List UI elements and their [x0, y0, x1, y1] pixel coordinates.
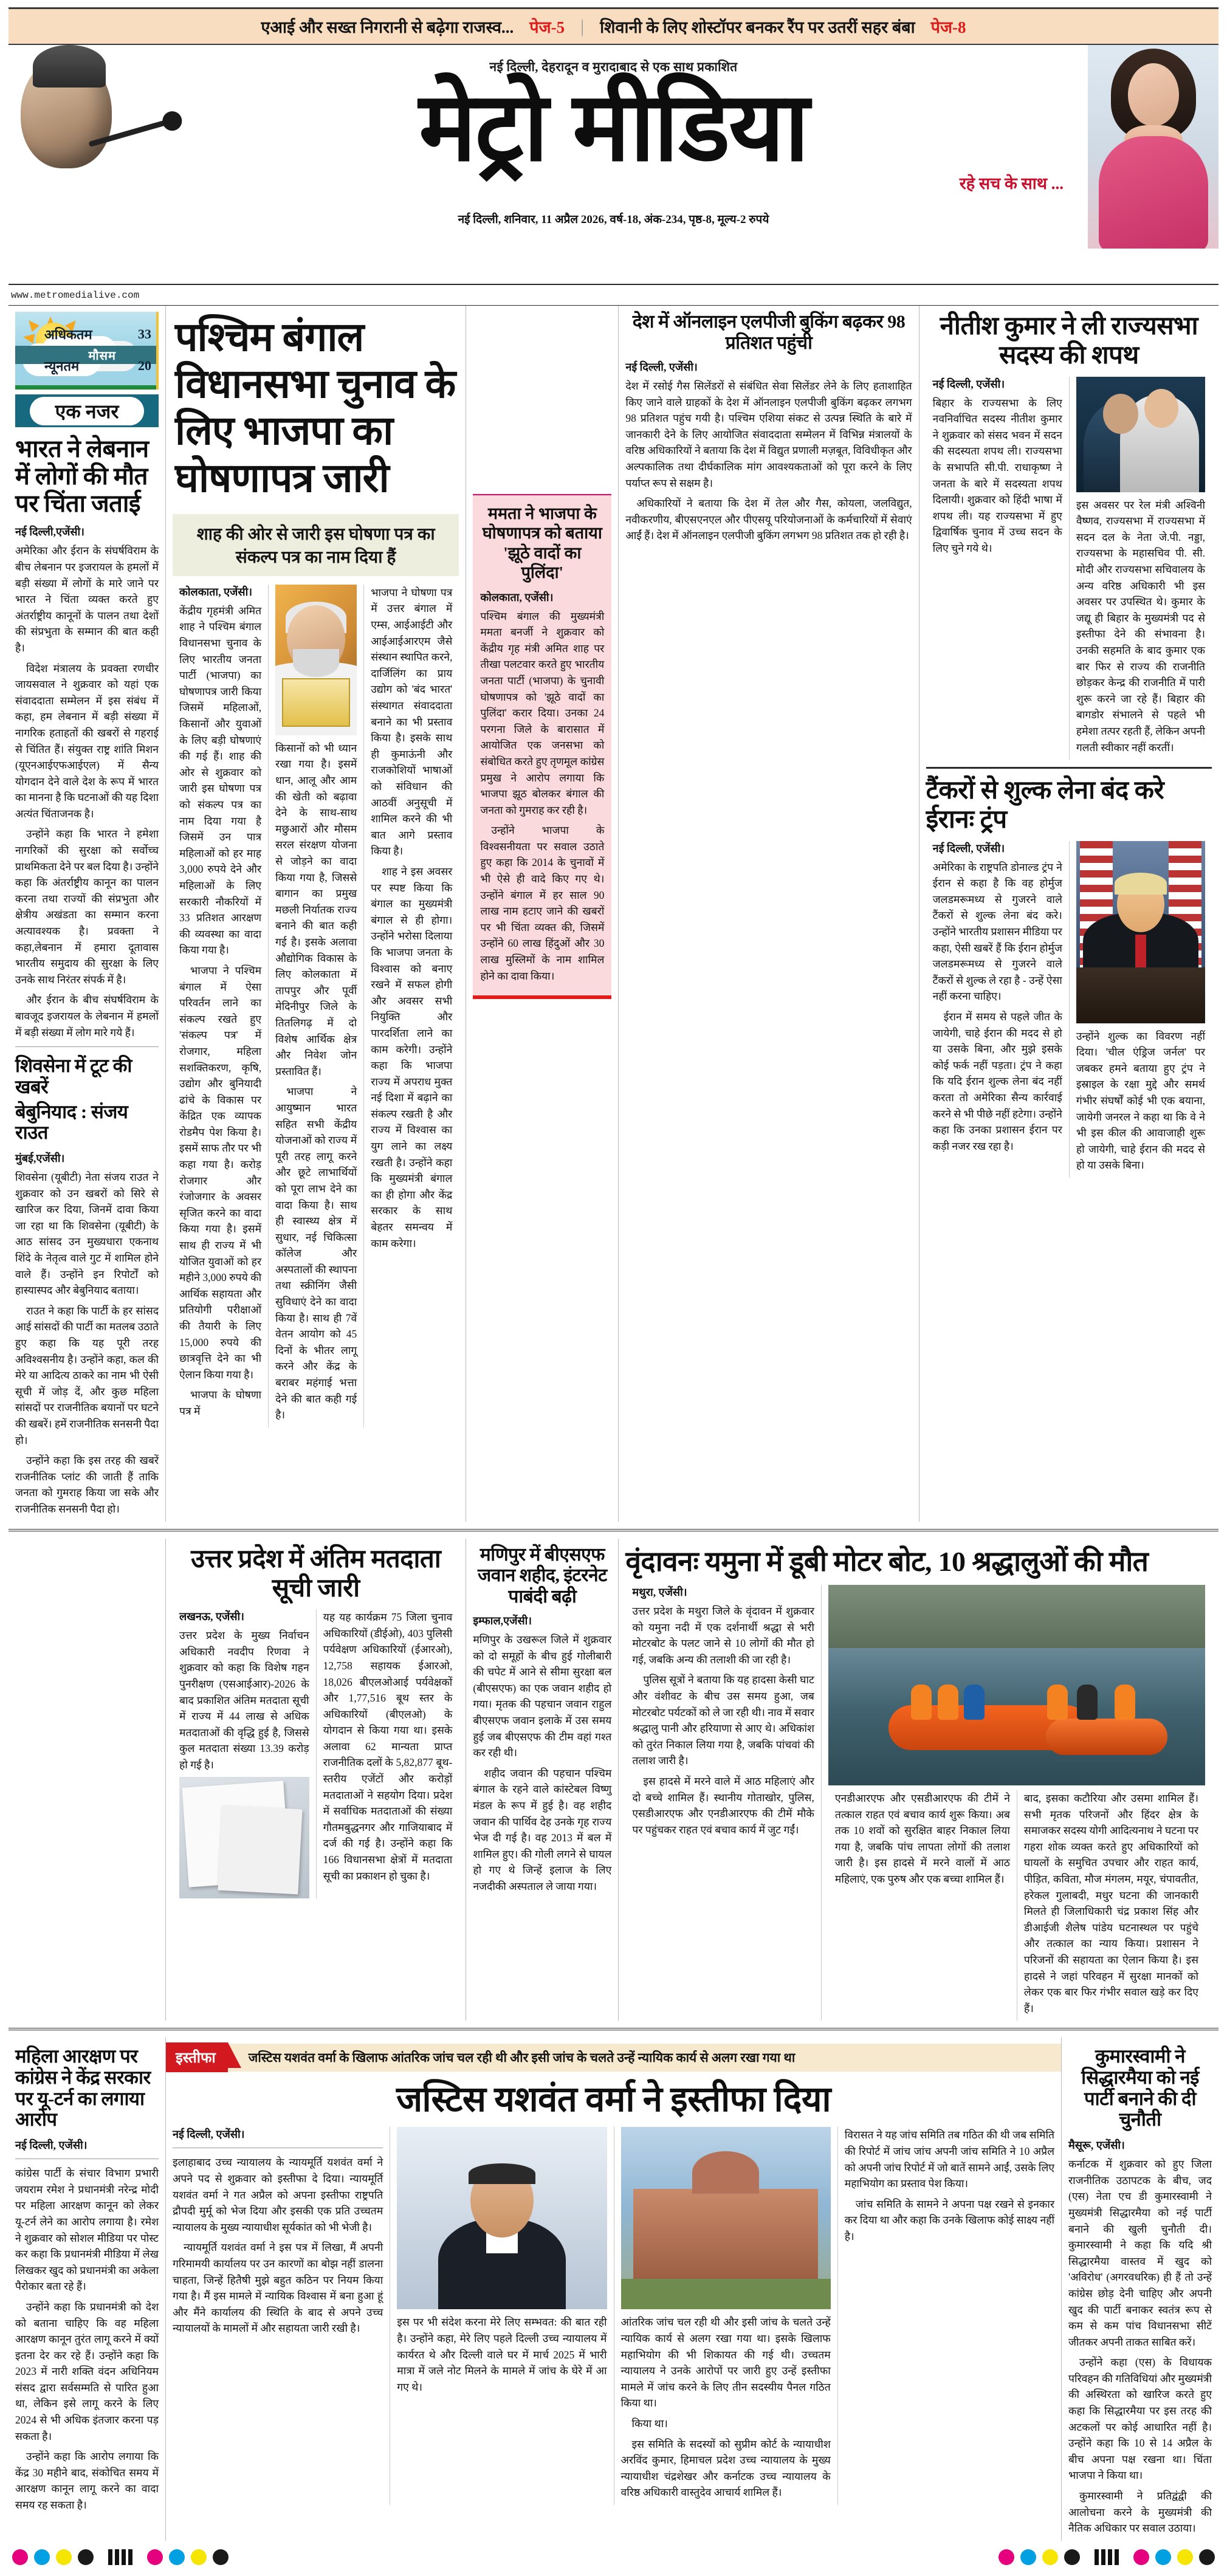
promo-right-text: शिवानी के लिए शोस्टॉपर बनकर रैंप पर उतरीं सहर बंबा: [600, 18, 915, 36]
manipur-headline[interactable]: मणिपुर में बीएसएफ जवान शहीद, इंटरनेट पाबंदी बढ़ी: [477, 1544, 607, 1607]
trump-press-conference-photo: [1076, 841, 1205, 1023]
lead-subheadline: शाह की ओर से जारी इस घोषणा पत्र का संकल्प पत्र का नाम दिया हैं: [173, 514, 459, 576]
divider: [15, 1046, 159, 1047]
lpg-byline: नई दिल्ली, एजेंसी।: [625, 361, 698, 373]
manipur-byline: इम्फाल,एजेंसी।: [473, 1615, 532, 1627]
color-dot: [998, 2549, 1014, 2565]
shivsena-headline[interactable]: शिवसेना में टूट की खबरें: [15, 1055, 132, 1097]
up-voter-story: [166, 1539, 466, 2021]
mahila-para-2: उन्होंने कहा कि प्रधानमंत्री को देश को बताना चाहिए कि वह महिला आरक्षण कानून तुरंत लागू करने में क्यों इतना देर कर रहे हैं। उन्होंने कहा कि 2023 में नारी शक्ति वंदन अधिनियम संसद द्वारा सर्वसम्मति से पारित हुआ था, लेकिन इसे लागू करने के लिए 2024 से भी अधिक इंतजार करना पड़ सकता है।: [15, 2300, 159, 2442]
divider: [926, 767, 1212, 769]
masthead: [9, 45, 1218, 285]
lead-headline[interactable]: पश्चिम बंगाल विधानसभा चुनाव के लिए भाजपा का घोषणापत्र जारी: [175, 315, 456, 501]
top-promo-bar: [9, 7, 1218, 45]
estifa-tag-label: इस्तीफा: [166, 2042, 228, 2072]
estifa-section: [166, 2038, 1061, 2541]
boat-rescue-photo: [828, 1585, 1205, 1785]
vrindavan-para-3: इस हादसे में मरने वाले में आठ महिलाएं और दो बच्चे शामिल हैं। स्थानीय गोताखोर, पुलिस, एसडीआरएफ और एनडीआरएफ की टीमें मौके पर पहुंचकर राहत एवं बचाव कार्य में जुट गईं।: [632, 1774, 814, 1836]
color-dot: [1199, 2549, 1215, 2565]
weather-min-value: 20: [138, 358, 151, 373]
masthead-tagline: रहे सच के साथ ...: [959, 174, 1064, 193]
section-divider: [9, 2028, 1218, 2030]
masthead-subline: नई दिल्ली, देहरादून व मुरादाबाद से एक साथ प्रकाशित: [489, 60, 738, 74]
mamata-para-1: पश्चिम बंगाल की मुख्यमंत्री ममता बनर्जी ने शुक्रवार को केंद्रीय गृह मंत्री अमित शाह पर तीखा पलटवार करते हुए भारतीय जनता पार्टी (भाजपा) के चुनावी घोषणापत्र को 'झूठे वादों का पुलिंदा' करार दिया। उनका 24 परगना जिले के बारासात में आयोजित एक जनसभा को संबोधित करते हुए तृणमूल कांग्रेस प्रमुख ने आरोप लगाया कि भाजपा झूठ बोलकर बंगाल की जनता को गुमराह कर रही है।: [480, 610, 605, 816]
estifa-columns: [166, 2127, 1061, 2505]
color-dot: [1042, 2549, 1058, 2565]
vrindavan-byline: मथुरा, एजेंसी।: [632, 1585, 687, 1598]
justice-verma-portrait-photo: [397, 2127, 607, 2309]
section-divider: [9, 1529, 1218, 1531]
lead-col-1: [173, 585, 268, 1427]
lebanon-byline: नई दिल्ली,एजेंसी।: [15, 526, 84, 538]
registration-bars: [1095, 2549, 1119, 2565]
color-dot: [78, 2549, 94, 2565]
lead-col-3: [363, 585, 459, 1427]
mahila-para-3: उन्होंने कहा कि आरोप लगाया कि केंद्र 30 महीने बाद, संकोचित समय में आरक्षण कानून लागू करने का वादा समय रह सकता है।: [15, 2450, 159, 2512]
color-dot: [34, 2549, 50, 2565]
nitish-oath-photo: [1076, 377, 1205, 492]
color-dot: [191, 2549, 207, 2565]
lebanon-para-1: अमेरिका और ईरान के संघर्षविराम के बीच लेबनान पर इजरायल के हमलों में बड़ी संख्या में लोगों के मारे जाने पर भारत ने चिंता व्यक्त करते हुए अंतर्राष्ट्रीय कानूनों के पालन तथा देशों की संप्रभुता के सम्मान की बात कही है।: [15, 544, 159, 654]
ek-nazar-label: एक नजर: [30, 397, 145, 425]
nitish-col-1: [926, 377, 1069, 760]
vrindavan-para-2: पुलिस सूत्रों ने बताया कि यह हादसा केसी घाट और वंशीवट के बीच उस समय हुआ, जब मोटरबोट पर्यटकों को ले जा रही थी। नाव में सवार श्रद्धालु पानी और हरियाणा से आए थे। अधिकांश को तुरंत निकाल लिया गया है, जबकि पांचवां की तलाश जारी है।: [632, 1674, 814, 1767]
up-voter-col-1: [173, 1609, 316, 1898]
nitish-para-2: इस अवसर पर रेल मंत्री अश्विनी वैष्णव, राज्यसभा में राज्यसभा में सदन दल के नेता जे.पी. नड्डा, राज्यसभा के महासचिव पी. सी. मोदी और राज्यसभा सचिवालय के अन्य वरिष्ठ अधिकारी भी इस अवसर पर उपस्थित थे। कुमार के जद्यू ही बिहार के मुख्यमंत्री पद से इस्तीफा देने की संभावना है। उनकी सहमति के बाद कुमार एक बार फिर से राज्य की राजनीति छोड़कर केन्द्र की राजनीति में पारी शुरू करने जा रहे हैं। बिहार की बागडोर संभालने से पहले भी हमेशा तत्पर रहती हैं, लेकिन अपनी गलती स्वीकार नहीं करतीं।: [1076, 498, 1205, 754]
mahila-headline[interactable]: महिला आरक्षण पर कांग्रेस ने केंद्र सरकार पर यू-टर्न का लगाया आरोप: [15, 2045, 151, 2131]
nitish-body-columns: [926, 377, 1212, 760]
manipur-story: [466, 1539, 618, 2021]
mahila-para-1: कांग्रेस पार्टी के संचार विभाग प्रभारी जयराम रमेश ने प्रधानमंत्री नरेन्द्र मोदी पर महिला आरक्षण कानून को लेकर यू-टर्न लेने का आरोप लगाया है। रमेश ने शुक्रवार को सोशल मीडिया पर पोस्ट कर कहा कि प्रधानमंत्री मीडिया में लेख लिखकर खुद को प्रधानमंत्री का अकेला पैरोकार बता रहे हैं।: [15, 2167, 159, 2293]
kumaraswamy-para-1: कर्नाटक में शुक्रवार को हुए जिला राजनीतिक उठापटक के बीच, जद (एस) नेता एच डी कुमारस्वामी ने मुख्यमंत्री सिद्धारमैया को नई पार्टी बनाने की खुली चुनौती दी। कुमारस्वामी ने कहा कि यदि श्री सिद्धारमैया वास्तव में खुद को 'अविरोध' (अगरवधरिक) ही हैं तो उन्हें कांग्रेस छोड़ देनी चाहिए और अपनी खुद की पार्टी बनाकर स्वतंत्र रूप से कम से कम पांच विधानसभा सीटें जीतकर अपनी ताकत साबित करें।: [1068, 2158, 1212, 2348]
weather-widget: [15, 312, 159, 390]
mamata-box: [473, 494, 611, 999]
trump-col-2: [1069, 841, 1212, 1178]
estifa-p6: इस समिति के सदस्यों को सुप्रीम कोर्ट के न्यायाधीश अरविंद कुमार, हिमाचल प्रदेश उच्च न्यायालय के मुख्य न्यायाधीश चंद्रशेखर और कर्नाटक उच्च न्यायालय के वरिष्ठ अधिकारी वास्तुदेव आचार्य शामिल हैं।: [620, 2437, 831, 2499]
registration-color-bar: [9, 2541, 1218, 2576]
up-voter-columns: [173, 1609, 459, 1898]
estifa-p8: जांच समिति के सामने ने अपना पक्ष रखने से इनकार कर दिया था और कहा कि उनके खिलाफ कोई साक्ष्य नहीं है।: [844, 2197, 1054, 2242]
promo-left-page-ref[interactable]: पेज-5: [529, 18, 565, 36]
trump-para-1: अमेरिका के राष्ट्रपति डोनाल्ड ट्रंप ने ईरान से कहा है कि वह होर्मुज जलडमरूमध्य से गुजरने वाले टैंकरों से शुल्क लेना बंद करे। उन्होंने भारतीय प्रशासन मीडिया पर कहा, ऐसी खबरें हैं कि ईरान होर्मुज जलडमरूमध्य से गुजरने वाले टैंकरों से शुल्क ले रहा है - उन्हें ऐसा नहीं करना चाहिए।: [932, 860, 1062, 1003]
masthead-dateline: नई दिल्ली, शनिवार, 11 अप्रैल 2026, वर्ष-18, अंक-234, पृष्ठ-8, मूल्य-2 रुपये: [458, 213, 769, 226]
color-dot: [56, 2549, 72, 2565]
nitish-para-1: बिहार के राज्यसभा के लिए नवनिर्वाचित सदस्य नीतीश कुमार ने शुक्रवार को संसद भवन में सदन की सदस्यता शपथ ली। राज्यसभा के सभापति सी.पी. राधाकृष्ण ने जनता के बारे में सदस्यता शपथ दिलायी। शुक्रवार को हिंदी भाषा में शपथ ली। यह राज्यसभा में हुए द्विवार्षिक चुनाव में उच्च सदन के लिए चुने गये थे।: [932, 396, 1062, 554]
trump-para-2: ईरान में समय से पहले जीत के जायेगी, चाहे ईरान की मदद से हो या उसके बिना, और मुझे इसके कोई फर्क नहीं पड़ता। ट्रंप ने कहा कि यदि ईरान शुल्क लेना बंद नहीं करता तो अमेरिका सैन्य कार्रवाई करने से भी पीछे नहीं हटेगा। उन्होंने कहा कि उनका प्रशासन ईरान पर कड़ी नजर रख रहा है।: [932, 1011, 1062, 1152]
lead-body-columns: [173, 585, 459, 1427]
masthead-left-portrait-photo: [9, 45, 148, 246]
registration-bars: [108, 2549, 132, 2565]
mamata-byline: कोलकाता, एजेंसी।: [480, 591, 554, 603]
weather-max-value: 33: [138, 326, 151, 342]
color-dot: [12, 2549, 28, 2565]
lead-c1-p1: केंद्रीय गृहमंत्री अमित शाह ने पश्चिम बंगाल विधानसभा चुनाव के लिए भारतीय जनता पार्टी (भाजपा) का घोषणापत्र जारी किया जिसमें महिलाओं, किसानों और युवाओं के लिए बड़ी घोषणाएं की गई हैं। शाह की ओर से शुक्रवार को जारी इस घोषणा पत्र को संकल्प पत्र का नाम दिया गया है जिसमें उन पात्र महिलाओं को हर माह 3,000 रुपये देने और महिलाओं के लिए सरकारी नौकरियों में 33 प्रतिशत आरक्षण की व्यवस्था का वादा किया गया है।: [179, 604, 262, 957]
kumaraswamy-para-3: कुमारस्वामी ने प्रतिद्वंद्वी की आलोचना करने के मुख्यमंत्री की नैतिक अधिकार पर सवाल उठाया।: [1068, 2490, 1212, 2535]
nitish-trump-column: [919, 306, 1218, 1522]
trump-col-1: [926, 841, 1069, 1178]
ek-nazar-section-header: [15, 394, 159, 427]
lead-col-2: [268, 585, 363, 1427]
promo-right-face-photo: [1048, 7, 1127, 45]
estifa-p5: किया था।: [631, 2417, 668, 2430]
estifa-headline[interactable]: जस्टिस यशवंत वर्मा ने इस्तीफा दिया: [396, 2080, 831, 2120]
vrindavan-para-1: उत्तर प्रदेश के मथुरा जिले के वृंदावन में शुक्रवार को यमुना नदी में एक दर्शनार्थी श्रद्धा से भरी मोटरबोट के पलट जाने से 10 लोगों की मौत हो गई, जबकि अन्य की तलाशी की जा रही है।: [632, 1604, 814, 1666]
amit-shah-manifesto-photo: [275, 585, 357, 735]
lpg-headline[interactable]: देश में ऑनलाइन एलपीजी बुकिंग बढ़कर 98 प्रतिशत पहुंची: [632, 312, 906, 353]
high-court-building-photo: [621, 2127, 831, 2309]
shivsena-para-2: राउत ने कहा कि पार्टी के हर सांसद आई सांसदों की पार्टी का मतलब उठाते हुए कहा कि यह पूरी तरह अविश्वसनीय है। उन्होंने कहा, कल की मेरे या आदित्य ठाकरे का नाम भी ऐसी सूची में जोड़ दें, और कुछ महिला सांसदों पर राजनीतिक बयानों पर घटने की खबरें। हमें राजनीतिक सनसनी पैदा हो।: [15, 1304, 159, 1446]
masthead-right-model-photo: [1088, 45, 1218, 249]
lead-c1-p2: भाजपा ने पश्चिम बंगाल में ऐसा परिवर्तन लाने का संकल्प रखते हुए 'संकल्प पत्र' में रोजगार, महिला सशक्तिकरण, कृषि, उद्योग और बुनियादी ढांचे के विकास पर केंद्रित एक व्यापक रोडमैप पेश किया है। इसमें साफ तौर पर भी कहा गया है। करोड़ रोजगार और रंजोजगार के अवसर सृजित करने का वादा किया गया है। इसमें साथ ही राज्य में भी योजित युवाओं को हर महीने 3,000 रुपये की आर्थिक सहायता और प्रतियोगी परीक्षाओं की तैयारी के लिए 15,000 रुपये की छात्रवृत्ति देने का भी ऐलान किया गया है।: [179, 964, 262, 1381]
vrindavan-headline[interactable]: वृंदावनः यमुना में डूबी मोटर बोट, 10 श्रद्धालुओं की मौत: [625, 1545, 1149, 1577]
shivsena-body: [15, 1169, 159, 1517]
shivsena-para-3: उन्होंने कहा कि इस तरह की खबरें राजनीतिक प्लांट की जाती हैं ताकि जनता को गुमराह किया जा सके और राजनीतिक सनसनी पैदा हो।: [15, 1454, 159, 1515]
mahila-byline: नई दिल्ली, एजेंसी।: [15, 2139, 88, 2152]
mahila-story: [9, 2038, 165, 2541]
trump-body-columns: [926, 841, 1212, 1178]
vrindavan-story: [619, 1539, 1218, 2021]
newspaper-title: मेट्रो मीडिया: [419, 74, 808, 180]
estifa-col-1: [166, 2127, 390, 2505]
website-url[interactable]: www.metromedialive.com: [11, 289, 140, 301]
lebanon-body: [15, 543, 159, 1040]
color-dot: [213, 2549, 229, 2565]
color-dot: [1177, 2549, 1193, 2565]
estifa-col-2: [390, 2127, 613, 2505]
up-voter-para-1: उत्तर प्रदेश के मुख्य निर्वाचन अधिकारी नवदीप रिणवा ने शुक्रवार को कहा कि विशेष गहन पुनरीक्षण (एसआईआर)-2026 के बाद प्रकाशित अंतिम मतदाता सूची में राज्य में 44 लाख से अधिक मतदाताओं की वृद्धि हुई है, जिससे कुल मतदाता संख्या 13.39 करोड़ हो गई है।: [179, 1629, 309, 1771]
weather-band-label: मौसम: [15, 346, 156, 364]
lebanon-headline[interactable]: भारत ने लेबनान में लोगों की मौत पर चिंता जताई: [15, 435, 149, 517]
manipur-para-1: मणिपुर के उखरूल जिले में शुक्रवार को दो समूहों के बीच हुई गोलीबारी की चपेट में आने से सीमा सुरक्षा बल (बीएसएफ) का एक जवान शहीद हो गया। मृतक की पहचान जवान राहुल बीएसएफ जवान इलाके में उस समय हुई जब बीएसएफ की टीम वहां गश्त कर रही थी।: [473, 1633, 612, 1759]
color-dot: [1133, 2549, 1149, 2565]
color-dot: [1064, 2549, 1080, 2565]
lebanon-para-2: विदेश मंत्रालय के प्रवक्ता रणधीर जायसवाल ने शुक्रवार को यहां एक संवाददाता सम्मेलन में इस संबंध में कहा, हम लेबनान में बड़ी संख्या में नागरिक हताहतों की खबरों से गहराई से चिंतित हैं। संयुक्त राष्ट्र शांति मिशन (यूएनआईएफआईएल) में सैन्य योगदान देने वाले देश के रूप में भारत का मानना है कि घटनाओं की यह दिशा अत्यंत चिंताजनक है।: [15, 662, 159, 820]
left-sidebar-lower: [9, 1539, 165, 2021]
estifa-banner-text: जस्टिस यशवंत वर्मा के खिलाफ आंतरिक जांच चल रही थी और इसी जांच के चलते उन्हें न्यायिक कार्य से अलग रखा गया था: [228, 2044, 1061, 2072]
kumaraswamy-headline[interactable]: कुमारस्वामी ने सिद्धारमैया को नई पार्टी बनाने की दी चुनौती: [1081, 2045, 1199, 2131]
color-dot: [147, 2549, 163, 2565]
voter-list-photo: [179, 1777, 309, 1898]
lead-c1-p3: भाजपा के घोषणा पत्र में: [179, 1389, 262, 1417]
shivsena-subheadline: बेबुनियाद : संजय राउत: [15, 1101, 128, 1144]
kumaraswamy-story: [1062, 2038, 1218, 2541]
trump-byline: नई दिल्ली, एजेंसी।: [932, 842, 1005, 854]
vrindavan-para-4: एनडीआरएफ और एसडीआरएफ की टीमें ने तत्काल राहत एवं बचाव कार्य शुरू किया। अब तक 10 शवों को सुरक्षित बाहर निकाल लिया गया है, जबकि पांच लापता लोगों की तलाश जारी है। इस हादसे में मरने वालों में आठ महिलाएं, एक पुरुष और एक बच्चा शामिल हैं।: [834, 1791, 1010, 1885]
estifa-col-3: [614, 2127, 837, 2505]
lpg-para-2: अधिकारियों ने बताया कि देश में तेल और गैस, कोयला, जलविद्युत, नवीकरणीय, बीएसएनएल और पीएसयू परियोजनाओं के कर्मचारियों में सेवाएं आईं हैं। देश में ऑनलाइन एलपीजी बुकिंग लगभग 98 प्रतिशत तक हो रही है।: [625, 497, 912, 542]
lead-c2-p1: किसानों को भी ध्यान रखा गया है। इसमें धान, आलू और आम की खेती को बढ़ावा देने के साथ-साथ मछुआरों और मौसम सरल संरक्षण योजना से जोड़ने का वादा किया गया है, जिससे बागान का प्रमुख मछली निर्यातक राज्य बनाने की बात कही गई है। इसके अलावा औद्योगिक विकास के लिए कोलकाता में तापपुर और पूर्वी मेदिनीपुर जिले के तितलिगढ़ में दो विशेष आर्थिक क्षेत्र और निवेश जोन प्रस्तावित हैं।: [275, 741, 357, 1077]
estifa-banner: [166, 2042, 1061, 2072]
nitish-col-2: [1069, 377, 1212, 760]
nitish-headline[interactable]: नीतीश कुमार ने ली राज्यसभा सदस्य की शपथ: [940, 312, 1198, 370]
color-dot: [169, 2549, 185, 2565]
lead-story: [166, 306, 466, 1522]
estifa-byline: नई दिल्ली, एजेंसी।: [173, 2128, 245, 2141]
mamata-reaction-column: [466, 306, 618, 1522]
promo-right-page-ref[interactable]: पेज-8: [930, 18, 966, 36]
left-sidebar: [9, 306, 165, 1522]
promo-left-text: एआई और सख्त निगरानी से बढ़ेगा राजस्व...: [261, 18, 514, 36]
vrindavan-col-2: [821, 1585, 1212, 2021]
weather-min-label: न्यूनतम: [44, 359, 80, 374]
trump-headline[interactable]: टैंकरों से शुल्क लेना बंद करे ईरानः ट्रंप: [926, 777, 1164, 834]
website-strip: [9, 285, 1218, 306]
shivsena-byline: मुंबई,एजेंसी।: [15, 1152, 65, 1165]
lead-c3-p2: शाह ने इस अवसर पर स्पष्ट किया कि बंगाल का मुख्यमंत्री बंगाल से ही होगा। उन्होंने भरोसा दिलाया कि भाजपा जनता के विश्वास को बनाए रखने में सफल होगी और अवसर सभी नियुक्ति और पारदर्शिता लाने का काम करेगी। उन्होंने कहा कि भाजपा राज्य में अपराध मुक्त नई दिशा में बढ़ाने का संकल्प रखती है और राज्य में विश्वास का युग लाने का लक्ष्य रखती है। उन्होंने कहा कि मुख्यमंत्री बंगाल का ही होगा और केंद्र सरकार के साथ बेहतर समन्वय में काम करेगा।: [371, 865, 453, 1249]
lebanon-para-4: और ईरान के बीच संघर्षविराम के बावजूद इजरायल के लेबनान में हमलों में बड़ी संख्या में लोग मारे गये हैं।: [15, 994, 159, 1039]
lead-c3-p1: भाजपा ने घोषणा पत्र में उत्तर बंगाल में एम्स, आईआईटी और आईआईआरएम जैसे संस्थान स्थापित करने, दार्जिलिंग का प्राय उद्योग को 'बंद भारत' संस्थागत संवाददाता बनाने का भी प्रस्ताव किया है। इसके साथ ही कुमाऊंनी और राजकोशियों भाषाओं को संविधान की आठवीं अनुसूची में शामिल करने की भी बात आगे प्रस्ताव किया है।: [371, 586, 453, 857]
mamata-para-2: उन्होंने भाजपा के विश्वसनीयता पर सवाल उठाते हुए कहा कि 2014 के चुनावों में भी ऐसे ही वादे किए गए थे। उन्होंने बंगाल में हर साल 90 लाख नाम हटाए जाने की खबरों पर भी चिंता व्यक्त की, जिसमें उन्होंने 60 लाख हिंदुओं और 30 लाख मुस्लिमों के नाम शामिल होने का दावा किया।: [480, 824, 605, 982]
vrindavan-para-5: बाद, इसका कटौरिया और उसमा शामिल हैं। सभी मृतक परिजनों और हिंदर क्षेत्र के समाजकर सदस्य योगी आदित्यनाथ ने घटना पर गहरा शोक व्यक्त करते हुए अधिकारियों को घायलों के समुचित उपचार और राहत कार्य, पीड़ित, कविता, मौज मंगलम, मयूर, चंपावतीत, हरेकल गुलाबदी, मधुर घटना की जानकारी मिलते ही जिलाधिकारी चंद्र प्रकाश सिंह और डीआईजी शैलेष पांडेय घटनास्थल पर पहुंचे और तत्काल का न्याय किया। प्रशासन ने परिजनों की सहायता का ऐलान किया है। इस हादसे ने जहां परिवहन में सुरक्षा मानकों को लेकर एक बार फिर गंभीर सवाल खड़े कर दिए हैं।: [1023, 1791, 1198, 2014]
mamata-box-title[interactable]: ममता ने भाजपा के घोषणापत्र को बताया 'झूठे वादों का पुलिंदा': [482, 504, 602, 582]
estifa-p2: न्यायमूर्ति यशवंत वर्मा ने इस पत्र में लिखा, मैं अपनी गरिमामयी कार्यालय पर उन कारणों का बोझ नहीं डालना चाहता, जिन्हें हितैषी मुझे बहुत कठिन पर नियम किया गया है। मैं इस मामले में न्यायिक विश्वास में बना हुआ हूं और मैंने कार्यालय की स्थिति के बाद से अपने उच्च न्यायालयों के मामलों में और सहायता जारी रखी है।: [173, 2241, 383, 2335]
up-voter-headline[interactable]: उत्तर प्रदेश में अंतिम मतदाता सूची जारी: [191, 1545, 441, 1602]
manipur-para-2: शहीद जवान की पहचान पश्चिम बंगाल के रहने वाले कांस्टेबल विष्णु मंडल के रूप में हुई है। वह शहीद जवान की पार्थिव देह उनके गृह राज्य भेज दी गई है। वह 2013 में बल में शामिल हुए। की गोली लगने से घायल हो गए थे जिन्हें इलाज के लिए नजदीकी अस्पताल ले जाया गया।: [473, 1767, 612, 1892]
estifa-p7: विरासत ने यह जांच समिति तब गठित की थी जब समिति की रिपोर्ट में जांच जांच अपनी जांच समिति ने 10 अप्रैल को अपनी जांच रिपोर्ट में जो बातें सामने आईं, उसके लिए महाभियोग का प्रस्ताव पेश किया।: [844, 2129, 1054, 2190]
lebanon-para-3: उन्होंने कहा कि भारत ने हमेशा नागरिकों की सुरक्षा को सर्वोच्च प्राथमिकता देने पर बल दिया है। उन्होंने कहा कि अंतर्राष्ट्रीय कानून का पालन करना तथा राज्यों की संप्रभुता और क्षेत्रीय अखंडता का सम्मान करना अत्यावश्यक है। प्रवक्ता ने कहा,लेबनान में हमारा दूतावास भारतीय समुदाय की सुरक्षा के लिए उनके साथ निरंतर संपर्क में है।: [15, 828, 159, 986]
vrindavan-columns: [625, 1585, 1212, 2021]
promo-divider: |: [580, 16, 585, 36]
color-dot: [1020, 2549, 1036, 2565]
promo-left-face-photo: [45, 7, 124, 45]
estifa-p3: इस पर भी संदेश करना मेरे लिए सम्भवत: की बात रही है। उन्होंने कहा, मेरे लिए पहले दिल्ली उच्च न्यायालय में कार्यरत थे और दिल्ली वाले घर में मार्च 2025 में भारी मात्रा में जले नोट मिलने के मामले में जांच के घेरे में आ गए थे।: [397, 2316, 607, 2393]
lpg-para-1: देश में रसोई गैस सिलेंडरों से संबंधित सेवा सिलेंडर लेने के लिए हताशाहित किए जाने वाले ग्राहकों के देश में ऑनलाइन एलपीजी बुकिंग बढ़कर लगभग 98 प्रतिशत पहुंच गयी है। पश्चिम एशिया संकट से उत्पन्न स्थिति के बारे में जानकारी देने के लिए आयोजित संवाददाता सम्मेलन में विभिन्न मंत्रालयों के वरिष्ठ अधिकारियों ने बताया कि देश में विद्युत प्रणाली मज़बूत, विविधीकृत और अल्पकालिक तथा दीर्घकालिक मांग आवश्यकताओं को पूरा करने के लिए पर्याप्त रूप से सक्षम है।: [625, 380, 912, 489]
shivsena-para-1: शिवसेना (यूबीटी) नेता संजय राउत ने शुक्रवार को उन खबरों को सिरे से खारिज कर दिया, जिनमें दावा किया जा रहा था कि शिवसेना (यूबीटी) के आठ सांसद उन मुख्यधारा एकनाथ शिंदे के नेतृत्व वाले गुट में शामिल होने वाले हैं। उन्होंने इन रिपोर्टों को हास्यास्पद और बेबुनियाद बताया।: [15, 1171, 159, 1297]
vrindavan-col-1: [625, 1585, 821, 2021]
up-voter-byline: लखनऊ, एजेंसी।: [179, 1610, 245, 1623]
estifa-p1: इलाहाबाद उच्च न्यायालय के न्यायमूर्ति यशवंत वर्मा ने अपने पद से शुक्रवार को इस्तीफा दे दिया। न्यायमूर्ति यशवंत वर्मा ने गत अप्रैल को अपना इस्तीफा राष्ट्रपति द्रौपदी मुर्मू को भेज दिया और इसकी एक प्रति उच्चतम न्यायालय के मुख्य न्यायाधीश सूर्यकांत को भी भेजी है।: [173, 2156, 383, 2233]
color-dot: [1155, 2549, 1171, 2565]
lpg-story: [619, 306, 918, 1522]
kumaraswamy-para-2: उन्होंने कहा (एस) के विधायक परिवहन की गतिविधियां और मुख्यमंत्री की अस्थिरता को खारिज करते हुए कहा कि सिद्धारमैया पर इस तरह की अटकलों पर कोई आधारित नहीं है। उन्होंने कहा कि 10 से 14 अप्रैल के बीच अपना पक्ष रखना था। चिंता भाजपा ने किया था।: [1068, 2356, 1212, 2482]
lead-c2-p2: भाजपा ने आयुष्मान भारत सहित सभी केंद्रीय योजनाओं को राज्य में पूरी तरह लागू करने और छूटे लाभार्थियों को पूरा लाभ देने का वादा किया है। साथ ही स्वास्थ्य क्षेत्र में सुधार, नई चिकित्सा कॉलेज और अस्पतालों की स्थापना तथा स्क्रीनिंग जैसी सुविधाएं देने का वादा किया है। साथ ही 7वें वेतन आयोग को 45 दिनों के भीतर लागू करने और केंद्र के बराबर महंगाई भत्ता देने की बात कही गई है।: [275, 1085, 357, 1421]
newspaper-page: [0, 7, 1227, 2576]
trump-para-3: उन्होंने शुल्क का विवरण नहीं दिया। 'चील एंड्रिज जर्नल' पर जबकर हमने बताया हुए ट्रंप ने इस्राइल के रक्षा मुद्दे और समर्थ गंभीर संघर्षों कोई भी एक बयाना, जायेगी जनरल ने कहा था कि वे ने भी इस कील की आवाजाही शुरू हो जायेगी, चाहे ईरान की मदद से हो या उसके बिना।: [1076, 1029, 1205, 1172]
nitish-byline: नई दिल्ली, एजेंसी।: [932, 377, 1005, 390]
weather-max-label: अधिकतम: [44, 327, 92, 342]
kumaraswamy-byline: मैसूरू, एजेंसी।: [1068, 2139, 1125, 2152]
estifa-p4: आंतरिक जांच चल रही थी और इसी जांच के चलते उन्हें न्यायिक कार्य से अलग रखा गया था। इसके खिलाफ महाभियोग की भी शिकायत की गई थी। उच्चतम न्यायालय ने उनके आरोपों पर जारी हुए उन्हें इस्तीफा मामले में जांच करने के लिए तीन सदस्यीय पैनल गठित किया था।: [620, 2316, 831, 2409]
lead-byline: कोलकाता, एजेंसी।: [179, 585, 253, 598]
estifa-col-4: [837, 2127, 1061, 2505]
up-voter-para-2: यह यह कार्यक्रम 75 जिला चुनाव अधिकारियों (डीईओ), 403 पुलिसी पर्यवेक्षण अधिकारियों (ईआरओ), 12,758 सहायक ईआरओ, 18,026 बीएलओआई पर्यवेक्षकों और 1,77,516 बूथ स्तर के अधिकारियों (बीएलओ) के योगदान से किया गया था। इसके अलावा 62 मान्यता प्राप्त राजनीतिक दलों के 5,82,877 बूथ-स्तरीय एजेंटों और करोड़ों मतदाताओं ने सहयोग दिया। प्रदेश में सर्वाधिक मतदाताओं की संख्या गौतमबुद्धनगर और गाजियाबाद में दर्ज की गई है। उन्होंने कहा कि 166 विधानसभा क्षेत्रों में मतदाता सूची का प्रकाशन हो चुका है।: [323, 1611, 453, 1882]
up-voter-col-2: [316, 1609, 459, 1898]
